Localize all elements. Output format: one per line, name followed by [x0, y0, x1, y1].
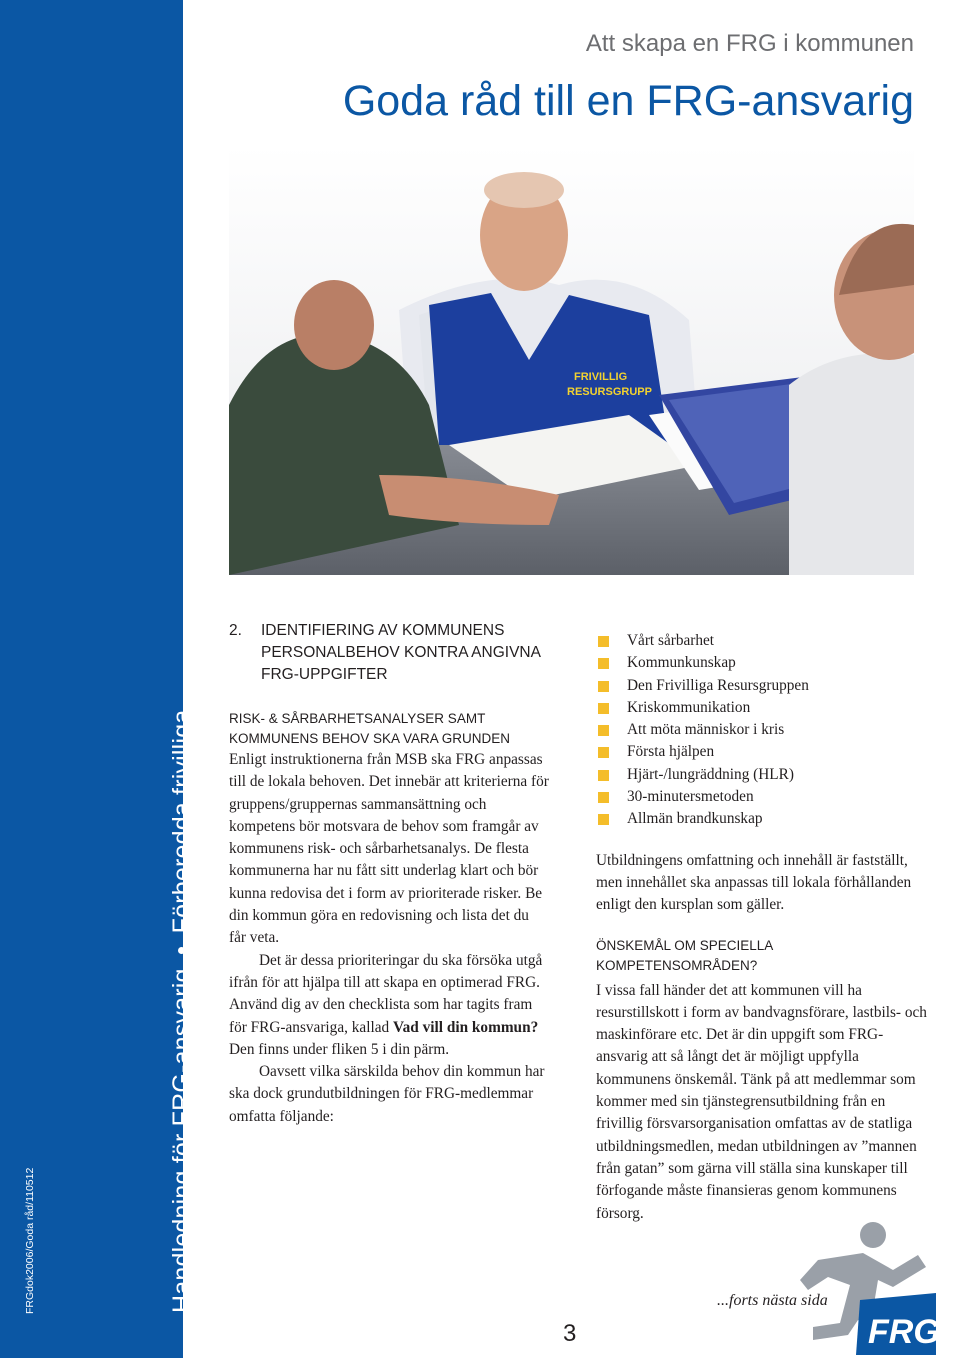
list-item: Allmän brandkunskap — [596, 808, 931, 830]
section-kicker: Att skapa en FRG i kommunen — [585, 30, 914, 57]
section-heading-line: IDENTIFIERING AV KOMMUNENS — [261, 622, 505, 639]
separator-dot-icon — [178, 947, 185, 954]
training-list — [596, 630, 931, 831]
right-column — [596, 630, 931, 1225]
logo-text: FRG — [868, 1313, 938, 1351]
left-column — [229, 620, 549, 1128]
list-item: 30-minutersmetoden — [596, 786, 931, 808]
list-item: Kriskommunikation — [596, 697, 931, 719]
paragraph: Enligt instruktionerna från MSB ska FRG anpassas till de lokala behoven. Det innebär att kriterierna för gruppens/gruppernas sammansättning och kompetens bör motsvara de behov som framgår av kommunens risk- och sårbarhetsanalys. De flesta kommunerna har nu fått sitt underlag klart och bör kunna redovisa det i form av prioriterade risker. Be din kommun göra en redovisning och lista det du får veta. — [229, 751, 549, 947]
vest-text-2: RESURSGRUPP — [567, 386, 652, 398]
paragraph: I vissa fall händer det att kommunen vill ha resurstillskott i form av bandvagnsförare, lastbils- och maskinförare etc. Det är din uppgift som FRG-ansvarig att så långt det är möjligt uppfylla kommunens önskemål. Tänk på att medlemmar som kommer med sin tjänstegrensutbildning från en frivillig försvarsorganisation omfattas av de statliga utbildningsmedlen, medan utbildningen av ”mannen från gatan” som gärna vill ställa sina kunskaper till förfogande måste finansieras genom kommunens försorg. — [596, 981, 927, 1222]
subheading — [229, 709, 549, 749]
paragraph — [229, 950, 549, 1061]
section-heading — [229, 620, 549, 686]
page-title: Goda råd till en FRG-ansvarig — [342, 77, 914, 125]
section-heading-line: PERSONALBEHOV KONTRA ANGIVNA — [261, 644, 541, 661]
list-item: Hjärt-/lungräddning (HLR) — [596, 764, 931, 786]
subheading-line: RISK- & SÅRBARHETSANALYSER SAMT — [229, 711, 486, 726]
frg-logo-icon — [778, 1215, 938, 1355]
paragraph: Oavsett vilka särskilda behov din kommun har ska dock grundutbildningen för FRG-medlemmar omfatta följande: — [229, 1063, 545, 1125]
page-number: 3 — [563, 1320, 577, 1347]
continued-note: ...forts nästa sida — [717, 1292, 828, 1309]
checklist-name: Vad vill din kommun? — [392, 1018, 539, 1036]
paragraph-text: Den finns under fliken 5 i din pärm. — [229, 1040, 450, 1058]
subheading: ÖNSKEMÅL OM SPECIELLA KOMPETENSOMRÅDEN? — [596, 937, 773, 973]
section-number: 2. — [229, 622, 242, 639]
list-item: Den Frivilliga Resursgruppen — [596, 675, 931, 697]
list-item: Första hjälpen — [596, 741, 931, 763]
sidebar — [0, 0, 196, 1358]
paragraph: Utbildningens omfattning och innehåll är fastställt, men innehållet ska anpassas till lokala förhållanden enligt den kursplan som gäller. — [596, 851, 912, 914]
subheading-line: KOMMUNENS BEHOV SKA VARA GRUNDEN — [229, 731, 511, 746]
vest-text-1: FRIVILLIG — [574, 371, 628, 383]
list-item: Vårt sårbarhet — [596, 630, 931, 652]
sidebar-title-main: Handledning för FRG-ansvarig — [168, 968, 196, 1313]
sidebar-title — [168, 710, 197, 1313]
document-reference: FRGdok2006/Goda råd/110512 — [24, 1167, 36, 1314]
paragraph-text: Det är dessa prioriteringar du ska försöka utgå ifrån för att hjälpa till att skapa en optimerad FRG. Använd dig av den checklista som har tagits fram för FRG-ansvariga, kallad — [229, 951, 543, 1036]
section-heading-line: FRG-UPPGIFTER — [261, 666, 388, 683]
list-item: Kommunkunskap — [596, 652, 931, 674]
list-item: Att möta människor i kris — [596, 719, 931, 741]
meeting-photo — [229, 145, 914, 575]
sidebar-title-secondary: Förberedda frivilliga — [168, 709, 196, 934]
